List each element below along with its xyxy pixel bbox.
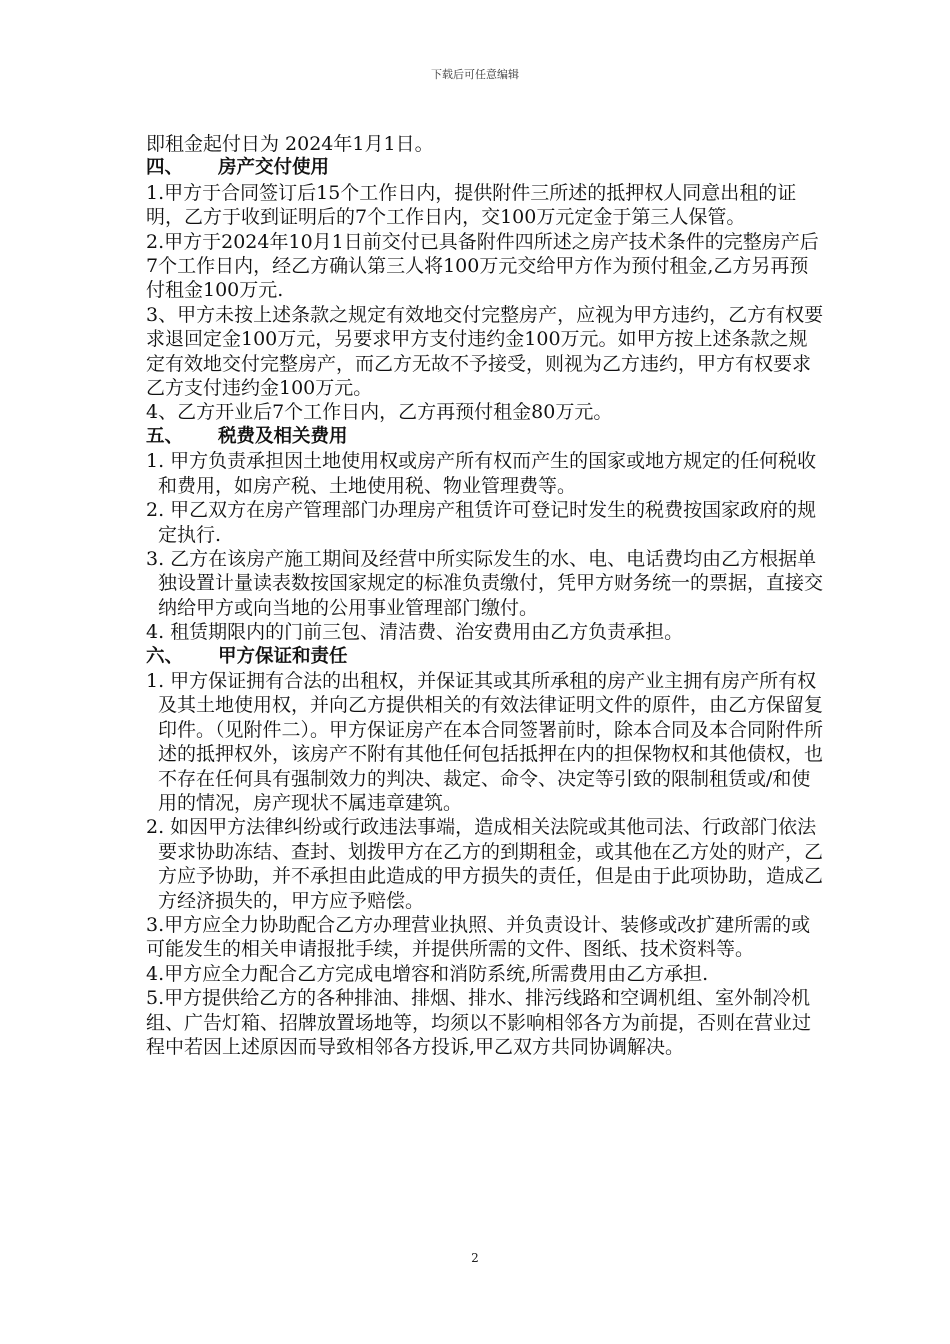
section-title: 房产交付使用 bbox=[218, 157, 330, 179]
paragraph: 1.甲方于合同签订后15个工作日内，提供附件三所述的抵押权人同意出租的证明，乙方于收到证明后的7个工作日内，交100万元定金于第三人保管。 bbox=[146, 181, 797, 229]
section-title: 税费及相关费用 bbox=[218, 425, 348, 447]
paragraph: 2. 甲乙双方在房产管理部门办理房产租赁许可登记时发生的税费按国家政府的规定执行. bbox=[146, 499, 817, 546]
paragraph: 3、甲方未按上述条款之规定有效地交付完整房产，应视为甲方违约，乙方有权要求退回定金100万元，另要求甲方支付违约金100万元。如甲方按上述条款之规定有效地交付完整房产，而乙方无故不予接受，则视为乙方违约，甲方有权要求乙方支付违约金100万元。 bbox=[146, 303, 824, 400]
paragraph: 2.甲方于2024年10月1日前交付已具备附件四所述之房产技术条件的完整房产后7个工作日内，经乙方确认第三人将100万元交给甲方作为预付租金,乙方另再预付租金100万元. bbox=[146, 230, 819, 302]
section-heading bbox=[146, 645, 826, 669]
section-number: 四、 bbox=[146, 157, 184, 179]
document-body bbox=[146, 132, 826, 1059]
paragraph: 1. 甲方保证拥有合法的出租权，并保证其或其所承租的房产业主拥有房产所有权及其土地使用权，并向乙方提供相关的有效法律证明文件的原件，由乙方保留复印件。（见附件二）。甲方保证房产在本合同签署前时，除本合同及本合同附件所述的抵押权外，该房产不附有其他任何包括抵押在内的担保物权和其他债权，也不存在任何具有强制效力的判决、裁定、命令、决定等引致的限制租赁或/和使用的情况，房产现状不属违章建筑。 bbox=[146, 669, 824, 814]
section-heading bbox=[146, 425, 826, 449]
page-header: 下载后可任意编辑 bbox=[431, 68, 519, 81]
section-number: 六、 bbox=[146, 645, 184, 667]
paragraph: 4.甲方应全力配合乙方完成电增容和消防系统,所需费用由乙方承担. bbox=[146, 962, 709, 985]
paragraph: 1. 甲方负责承担因土地使用权或房产所有权而产生的国家或地方规定的任何税收和费用，如房产税、土地使用税、物业管理费等。 bbox=[146, 450, 817, 497]
paragraph: 即租金起付日为 2024年1月1日。 bbox=[146, 133, 434, 155]
page-number: 2 bbox=[471, 1251, 479, 1265]
section-heading bbox=[146, 156, 826, 180]
paragraph: 5.甲方提供给乙方的各种排油、排烟、排水、排污线路和空调机组、室外制冷机组、广告灯箱、招牌放置场地等，均须以不影响相邻各方为前提，否则在营业过程中若因上述原因而导致相邻各方投诉,甲乙双方共同协调解决。 bbox=[146, 987, 812, 1059]
paragraph: 4. 租赁期限内的门前三包、清洁费、治安费用由乙方负责承担。 bbox=[146, 621, 684, 644]
paragraph: 2. 如因甲方法律纠纷或行政违法事端，造成相关法院或其他司法、行政部门依法要求协助冻结、查封、划拨甲方在乙方的到期租金，或其他在乙方处的财产，乙方应予协助，并不承担由此造成的甲方损失的责任，但是由于此项协助，造成乙方经济损失的，甲方应予赔偿。 bbox=[146, 816, 824, 912]
paragraph: 3.甲方应全力协助配合乙方办理营业执照、并负责设计、装修或改扩建所需的或可能发生的相关申请报批手续，并提供所需的文件、图纸、技术资料等。 bbox=[146, 914, 811, 961]
section-number: 五、 bbox=[146, 425, 184, 447]
paragraph: 4、乙方开业后7个工作日内，乙方再预付租金80万元。 bbox=[146, 401, 613, 424]
paragraph: 3. 乙方在该房产施工期间及经营中所实际发生的水、电、电话费均由乙方根据单独设置计量读表数按国家规定的标准负责缴付，凭甲方财务统一的票据，直接交纳给甲方或向当地的公用事业管理部门缴付。 bbox=[146, 547, 824, 619]
section-title: 甲方保证和责任 bbox=[218, 645, 348, 667]
